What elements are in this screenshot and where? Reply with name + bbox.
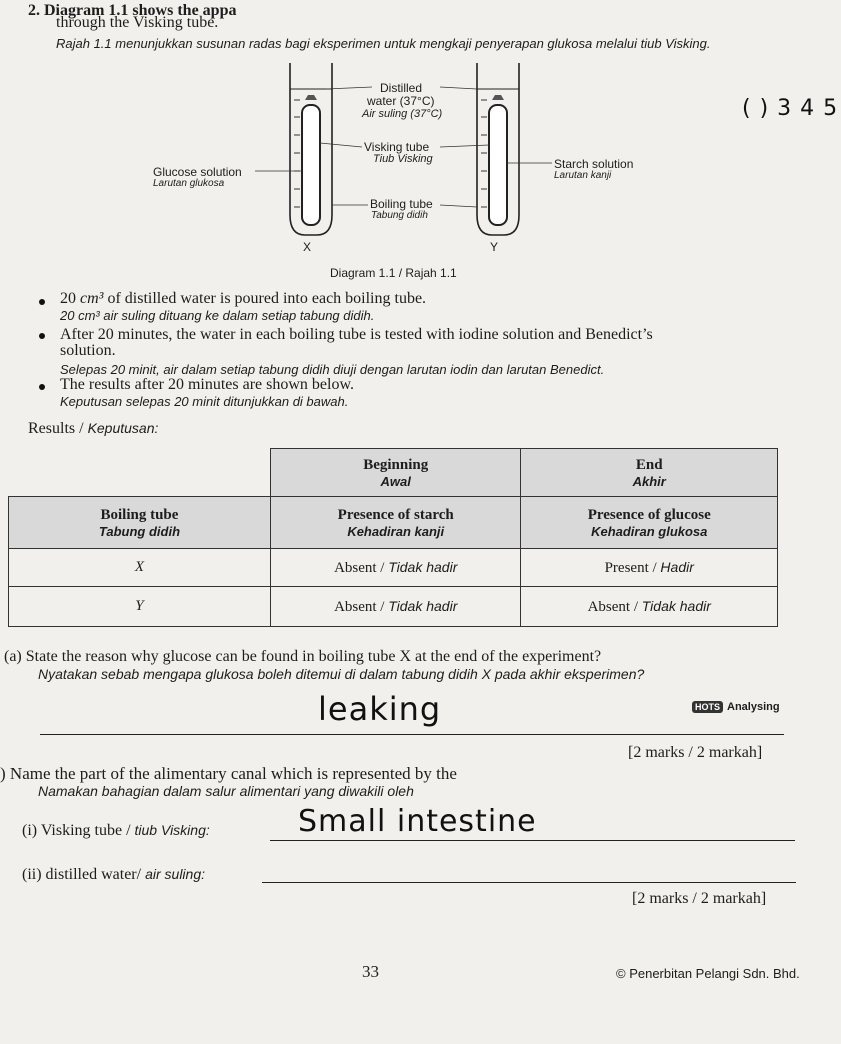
- label-distilled: Distilled: [380, 81, 423, 95]
- visking-tube-x: [302, 105, 320, 225]
- col-boiling-tube: Boiling tube Tabung didih: [9, 497, 271, 549]
- row-x-glucose: Present / Hadir: [521, 549, 778, 587]
- row-x-starch: Absent / Tidak hadir: [270, 549, 521, 587]
- bullet-2-en: After 20 minutes, the water in each boiling tube is tested with iodine solution and Benedict’s: [60, 326, 653, 343]
- hots-badge: HOTS Analysing: [692, 697, 780, 715]
- row-x-tube: X: [9, 549, 271, 587]
- col-starch: Presence of starch Kehadiran kanji: [270, 497, 521, 549]
- label-visking-ms: Tiub Visking: [373, 153, 433, 165]
- bullet-dot-3: [39, 384, 45, 390]
- diagram-caption: Diagram 1.1 / Rajah 1.1: [330, 266, 457, 280]
- part-a-marks: [2 marks / 2 markah]: [628, 744, 763, 761]
- label-glucose-ms: Larutan glukosa: [153, 178, 225, 189]
- part-b-i-label: (i) Visking tube / tiub Visking:: [22, 822, 210, 839]
- question-intro-en: through the Visking tube.: [56, 14, 219, 31]
- part-b-question-ms: Namakan bahagian dalam salur alimentari yang diwakili oleh: [38, 783, 414, 799]
- label-boiling-ms: Tabung didih: [371, 210, 428, 221]
- answer-line-b-ii[interactable]: [262, 882, 796, 883]
- part-b-i-answer[interactable]: Small intestine: [298, 804, 537, 839]
- page-number: 33: [362, 962, 379, 981]
- bullet-3-en: The results after 20 minutes are shown below.: [60, 376, 354, 393]
- bullet-3-ms: Keputusan selepas 20 minit ditunjukkan di bawah.: [60, 394, 349, 409]
- head-end: End Akhir: [521, 449, 778, 497]
- question-number-heading: 2. Diagram 1.1 shows the appa: [28, 2, 237, 19]
- bullet-1-ms: 20 cm³ air suling dituang ke dalam setiap tabung didih.: [60, 308, 375, 323]
- label-distilled-ms: Air suling (37°C): [362, 108, 443, 120]
- part-b-question-en: ) Name the part of the alimentary canal which is represented by the: [0, 764, 457, 783]
- label-y: Y: [490, 240, 499, 254]
- col-glucose: Presence of glucose Kehadiran glukosa: [521, 497, 778, 549]
- bullet-2-ms: Selepas 20 minit, air dalam setiap tabung didih diuji dengan larutan iodin dan larutan Benedict.: [60, 362, 605, 377]
- part-a-question-en: (a) State the reason why glucose can be found in boiling tube X at the end of the experiment?: [4, 648, 602, 665]
- visking-tie-y: [492, 95, 504, 100]
- head-beginning: Beginning Awal: [270, 449, 521, 497]
- part-b-marks: [2 marks / 2 markah]: [632, 890, 767, 907]
- visking-tie-x: [305, 95, 317, 100]
- question-intro-ms: Rajah 1.1 menunjukkan susunan radas bagi eksperimen untuk mengkaji penyerapan glukosa melalui tiub Visking.: [56, 36, 711, 51]
- part-a-question-ms: Nyatakan sebab mengapa glukosa boleh ditemui di dalam tabung didih X pada akhir eksperimen?: [38, 666, 645, 682]
- label-boiling: Boiling tube: [370, 197, 433, 211]
- row-y-starch: Absent / Tidak hadir: [270, 587, 521, 627]
- margin-note: ( ) 3 4 5: [742, 96, 839, 121]
- label-distilled-2: water (37°C): [367, 94, 435, 108]
- results-table: [8, 448, 778, 627]
- visking-tube-y: [489, 105, 507, 225]
- answer-line-a: [40, 734, 784, 735]
- bullet-2-en-cont: solution.: [60, 342, 116, 359]
- results-title: Results / Keputusan:: [28, 420, 159, 437]
- table-row: [9, 587, 778, 627]
- bullet-dot-2: [39, 333, 45, 339]
- bullet-dot-1: [39, 299, 45, 305]
- label-starch: Starch solution: [554, 157, 634, 171]
- table-corner: [9, 449, 271, 497]
- part-b-ii-label: (ii) distilled water/ air suling:: [22, 866, 205, 883]
- bullet-1-en: 20 cm³ of distilled water is poured into each boiling tube.: [60, 290, 427, 307]
- label-x: X: [303, 240, 312, 254]
- row-y-glucose: Absent / Tidak hadir: [521, 587, 778, 627]
- table-row: [9, 549, 778, 587]
- label-glucose: Glucose solution: [153, 165, 242, 179]
- label-starch-ms: Larutan kanji: [554, 170, 612, 181]
- answer-line-b-i: [270, 840, 795, 841]
- part-a-answer[interactable]: leaking: [318, 690, 442, 728]
- row-y-tube: Y: [9, 587, 271, 627]
- label-visking: Visking tube: [364, 140, 430, 154]
- publisher: © Penerbitan Pelangi Sdn. Bhd.: [616, 966, 800, 981]
